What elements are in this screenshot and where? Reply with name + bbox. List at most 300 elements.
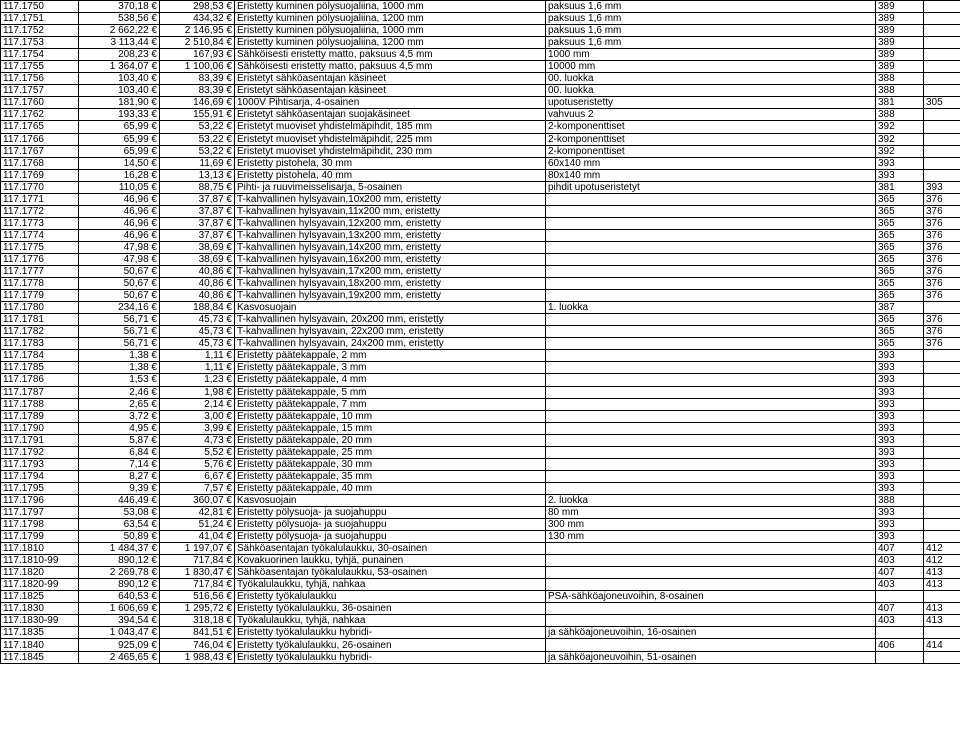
spec-cell bbox=[546, 229, 876, 241]
page-ref-cell: 403 bbox=[876, 615, 924, 627]
page-ref-cell: 365 bbox=[876, 229, 924, 241]
net-price-cell: 4,73 € bbox=[160, 434, 235, 446]
table-row bbox=[1, 567, 960, 579]
table-row bbox=[1, 109, 960, 121]
page-ref-2-cell: 376 bbox=[924, 241, 960, 253]
page-ref-cell: 365 bbox=[876, 241, 924, 253]
table-row bbox=[1, 410, 960, 422]
spec-cell bbox=[546, 543, 876, 555]
list-price-cell: 110,05 € bbox=[79, 181, 160, 193]
spec-cell: 2-komponenttiset bbox=[546, 145, 876, 157]
product-code-cell: 117.1766 bbox=[1, 133, 79, 145]
product-code-cell: 117.1799 bbox=[1, 531, 79, 543]
list-price-cell: 538,56 € bbox=[79, 13, 160, 25]
spec-cell bbox=[546, 326, 876, 338]
net-price-cell: 51,24 € bbox=[160, 519, 235, 531]
product-code-cell: 117.1794 bbox=[1, 470, 79, 482]
spec-cell bbox=[546, 350, 876, 362]
description-cell: T-kahvallinen hylsyavain,18x200 mm, eristetty bbox=[235, 278, 546, 290]
product-code-cell: 117.1791 bbox=[1, 434, 79, 446]
description-cell: Eristetty päätekappale, 4 mm bbox=[235, 374, 546, 386]
list-price-cell: 46,96 € bbox=[79, 229, 160, 241]
spec-cell: paksuus 1,6 mm bbox=[546, 37, 876, 49]
net-price-cell: 146,69 € bbox=[160, 97, 235, 109]
page-ref-cell: 393 bbox=[876, 531, 924, 543]
product-code-cell: 117.1752 bbox=[1, 25, 79, 37]
spec-cell bbox=[546, 446, 876, 458]
product-code-cell: 117.1825 bbox=[1, 591, 79, 603]
page-ref-2-cell bbox=[924, 61, 960, 73]
description-cell: Eristetty pölysuoja- ja suojahuppu bbox=[235, 531, 546, 543]
page-ref-2-cell bbox=[924, 350, 960, 362]
description-cell: Eristetty työkalulaukku, 26-osainen bbox=[235, 639, 546, 651]
spec-cell: 2-komponenttiset bbox=[546, 133, 876, 145]
net-price-cell: 37,87 € bbox=[160, 217, 235, 229]
list-price-cell: 1 043,47 € bbox=[79, 627, 160, 639]
page-ref-cell: 365 bbox=[876, 338, 924, 350]
net-price-cell: 37,87 € bbox=[160, 205, 235, 217]
description-cell: Eristetyt muoviset yhdistelmäpihdit, 185 mm bbox=[235, 121, 546, 133]
page-ref-cell: 406 bbox=[876, 639, 924, 651]
spec-cell bbox=[546, 290, 876, 302]
page-ref-cell: 388 bbox=[876, 73, 924, 85]
table-row bbox=[1, 169, 960, 181]
table-row bbox=[1, 543, 960, 555]
net-price-cell: 5,52 € bbox=[160, 446, 235, 458]
description-cell: Eristetty työkalulaukku, 36-osainen bbox=[235, 603, 546, 615]
page-ref-cell: 393 bbox=[876, 422, 924, 434]
spec-cell bbox=[546, 386, 876, 398]
description-cell: Eristetty päätekappale, 2 mm bbox=[235, 350, 546, 362]
page-ref-cell: 365 bbox=[876, 266, 924, 278]
product-code-cell: 117.1753 bbox=[1, 37, 79, 49]
list-price-cell: 7,14 € bbox=[79, 458, 160, 470]
page-ref-cell: 393 bbox=[876, 458, 924, 470]
list-price-cell: 890,12 € bbox=[79, 555, 160, 567]
spec-cell: ja sähköajoneuvoihin, 16-osainen bbox=[546, 627, 876, 639]
page-ref-2-cell: 376 bbox=[924, 278, 960, 290]
page-ref-2-cell bbox=[924, 531, 960, 543]
spec-cell bbox=[546, 241, 876, 253]
product-code-cell: 117.1780 bbox=[1, 302, 79, 314]
spec-cell bbox=[546, 603, 876, 615]
product-code-cell: 117.1778 bbox=[1, 278, 79, 290]
list-price-cell: 103,40 € bbox=[79, 73, 160, 85]
list-price-cell: 446,49 € bbox=[79, 494, 160, 506]
list-price-cell: 1 364,07 € bbox=[79, 61, 160, 73]
table-row bbox=[1, 627, 960, 639]
list-price-cell: 1,38 € bbox=[79, 350, 160, 362]
page-ref-2-cell: 412 bbox=[924, 555, 960, 567]
product-code-cell: 117.1765 bbox=[1, 121, 79, 133]
page-ref-2-cell bbox=[924, 133, 960, 145]
table-row bbox=[1, 73, 960, 85]
table-row bbox=[1, 374, 960, 386]
page-ref-cell: 392 bbox=[876, 121, 924, 133]
product-code-cell: 117.1768 bbox=[1, 157, 79, 169]
spec-cell: 00. luokka bbox=[546, 73, 876, 85]
page-ref-2-cell: 376 bbox=[924, 290, 960, 302]
description-cell: Sähköasentajan työkalulaukku, 53-osainen bbox=[235, 567, 546, 579]
table-row bbox=[1, 266, 960, 278]
product-code-cell: 117.1760 bbox=[1, 97, 79, 109]
page-ref-cell: 393 bbox=[876, 350, 924, 362]
page-ref-cell bbox=[876, 627, 924, 639]
net-price-cell: 5,76 € bbox=[160, 458, 235, 470]
spec-cell: 80x140 mm bbox=[546, 169, 876, 181]
product-code-cell: 117.1830 bbox=[1, 603, 79, 615]
list-price-cell: 2 662,22 € bbox=[79, 25, 160, 37]
page-ref-2-cell: 414 bbox=[924, 639, 960, 651]
product-code-cell: 117.1754 bbox=[1, 49, 79, 61]
net-price-cell: 298,53 € bbox=[160, 1, 235, 13]
net-price-cell: 41,04 € bbox=[160, 531, 235, 543]
product-code-cell: 117.1835 bbox=[1, 627, 79, 639]
product-code-cell: 117.1773 bbox=[1, 217, 79, 229]
spec-cell: 00. luokka bbox=[546, 85, 876, 97]
product-code-cell: 117.1782 bbox=[1, 326, 79, 338]
page-ref-2-cell bbox=[924, 494, 960, 506]
description-cell: Eristetty päätekappale, 7 mm bbox=[235, 398, 546, 410]
net-price-cell: 53,22 € bbox=[160, 145, 235, 157]
spec-cell: upotuseristetty bbox=[546, 97, 876, 109]
net-price-cell: 717,84 € bbox=[160, 579, 235, 591]
table-row bbox=[1, 37, 960, 49]
list-price-cell: 1,53 € bbox=[79, 374, 160, 386]
page-ref-cell: 393 bbox=[876, 434, 924, 446]
net-price-cell: 42,81 € bbox=[160, 506, 235, 518]
product-code-cell: 117.1820-99 bbox=[1, 579, 79, 591]
table-row bbox=[1, 145, 960, 157]
net-price-cell: 37,87 € bbox=[160, 193, 235, 205]
page-ref-2-cell: 413 bbox=[924, 615, 960, 627]
list-price-cell: 925,09 € bbox=[79, 639, 160, 651]
page-ref-cell: 365 bbox=[876, 278, 924, 290]
description-cell: Sähköisesti eristetty matto, paksuus 4,5 mm bbox=[235, 61, 546, 73]
list-price-cell: 16,28 € bbox=[79, 169, 160, 181]
product-code-cell: 117.1840 bbox=[1, 639, 79, 651]
net-price-cell: 38,69 € bbox=[160, 253, 235, 265]
product-code-cell: 117.1810 bbox=[1, 543, 79, 555]
table-row bbox=[1, 241, 960, 253]
list-price-cell: 63,54 € bbox=[79, 519, 160, 531]
description-cell: Eristetty kuminen pölysuojaliina, 1200 mm bbox=[235, 13, 546, 25]
table-row bbox=[1, 49, 960, 61]
description-cell: Eristetty päätekappale, 40 mm bbox=[235, 482, 546, 494]
table-row bbox=[1, 494, 960, 506]
page-ref-cell: 389 bbox=[876, 61, 924, 73]
net-price-cell: 155,91 € bbox=[160, 109, 235, 121]
page-ref-cell: 393 bbox=[876, 169, 924, 181]
spec-cell: PSA-sähköajoneuvoihin, 8-osainen bbox=[546, 591, 876, 603]
table-row bbox=[1, 615, 960, 627]
page-ref-cell: 407 bbox=[876, 543, 924, 555]
list-price-cell: 234,16 € bbox=[79, 302, 160, 314]
list-price-cell: 2,65 € bbox=[79, 398, 160, 410]
table-row bbox=[1, 603, 960, 615]
page-ref-2-cell bbox=[924, 651, 960, 663]
description-cell: Eristetty kuminen pölysuojaliina, 1000 mm bbox=[235, 25, 546, 37]
net-price-cell: 83,39 € bbox=[160, 85, 235, 97]
page-ref-cell: 393 bbox=[876, 386, 924, 398]
list-price-cell: 46,96 € bbox=[79, 217, 160, 229]
page-ref-2-cell bbox=[924, 482, 960, 494]
description-cell: Eristetty pölysuoja- ja suojahuppu bbox=[235, 519, 546, 531]
product-code-cell: 117.1767 bbox=[1, 145, 79, 157]
net-price-cell: 1 988,43 € bbox=[160, 651, 235, 663]
list-price-cell: 103,40 € bbox=[79, 85, 160, 97]
page-ref-2-cell: 413 bbox=[924, 579, 960, 591]
list-price-cell: 2 269,78 € bbox=[79, 567, 160, 579]
net-price-cell: 88,75 € bbox=[160, 181, 235, 193]
list-price-cell: 2 465,65 € bbox=[79, 651, 160, 663]
table-row bbox=[1, 133, 960, 145]
spec-cell: vahvuus 2 bbox=[546, 109, 876, 121]
list-price-cell: 65,99 € bbox=[79, 121, 160, 133]
net-price-cell: 717,84 € bbox=[160, 555, 235, 567]
page-ref-2-cell bbox=[924, 302, 960, 314]
page-ref-cell: 392 bbox=[876, 133, 924, 145]
spec-cell bbox=[546, 314, 876, 326]
description-cell: Eristetyt muoviset yhdistelmäpihdit, 230 mm bbox=[235, 145, 546, 157]
page-ref-cell: 388 bbox=[876, 85, 924, 97]
spec-cell: 300 mm bbox=[546, 519, 876, 531]
page-ref-2-cell bbox=[924, 434, 960, 446]
page-ref-cell: 393 bbox=[876, 410, 924, 422]
spec-cell bbox=[546, 253, 876, 265]
spec-cell bbox=[546, 217, 876, 229]
description-cell: T-kahvallinen hylsyavain,12x200 mm, eristetty bbox=[235, 217, 546, 229]
list-price-cell: 370,18 € bbox=[79, 1, 160, 13]
net-price-cell: 38,69 € bbox=[160, 241, 235, 253]
product-code-cell: 117.1830-99 bbox=[1, 615, 79, 627]
description-cell: Kovakuorinen laukku, tyhjä, punainen bbox=[235, 555, 546, 567]
description-cell: Eristetty päätekappale, 3 mm bbox=[235, 362, 546, 374]
spec-cell bbox=[546, 338, 876, 350]
product-code-cell: 117.1783 bbox=[1, 338, 79, 350]
table-row bbox=[1, 458, 960, 470]
description-cell: Eristetyt muoviset yhdistelmäpihdit, 225 mm bbox=[235, 133, 546, 145]
page-ref-cell: 407 bbox=[876, 603, 924, 615]
net-price-cell: 53,22 € bbox=[160, 121, 235, 133]
list-price-cell: 53,08 € bbox=[79, 506, 160, 518]
table-row bbox=[1, 434, 960, 446]
spec-cell: ja sähköajoneuvoihin, 51-osainen bbox=[546, 651, 876, 663]
description-cell: Eristetty päätekappale, 15 mm bbox=[235, 422, 546, 434]
table-row bbox=[1, 531, 960, 543]
list-price-cell: 5,87 € bbox=[79, 434, 160, 446]
page-ref-cell: 393 bbox=[876, 482, 924, 494]
description-cell: Eristetty päätekappale, 35 mm bbox=[235, 470, 546, 482]
list-price-cell: 1 606,69 € bbox=[79, 603, 160, 615]
table-row bbox=[1, 579, 960, 591]
net-price-cell: 37,87 € bbox=[160, 229, 235, 241]
page-ref-2-cell: 376 bbox=[924, 314, 960, 326]
net-price-cell: 167,93 € bbox=[160, 49, 235, 61]
spec-cell bbox=[546, 374, 876, 386]
page-ref-cell: 389 bbox=[876, 25, 924, 37]
table-row bbox=[1, 205, 960, 217]
description-cell: Eristetty päätekappale, 10 mm bbox=[235, 410, 546, 422]
page-ref-2-cell bbox=[924, 121, 960, 133]
product-code-cell: 117.1775 bbox=[1, 241, 79, 253]
page-ref-2-cell bbox=[924, 627, 960, 639]
page-ref-2-cell bbox=[924, 145, 960, 157]
list-price-cell: 50,67 € bbox=[79, 290, 160, 302]
description-cell: Työkalulaukku, tyhjä, nahkaa bbox=[235, 579, 546, 591]
list-price-cell: 2,46 € bbox=[79, 386, 160, 398]
description-cell: Sähköisesti eristetty matto, paksuus 4,5 mm bbox=[235, 49, 546, 61]
table-row bbox=[1, 470, 960, 482]
list-price-cell: 56,71 € bbox=[79, 326, 160, 338]
page-ref-cell: 389 bbox=[876, 1, 924, 13]
page-ref-2-cell bbox=[924, 73, 960, 85]
net-price-cell: 1,23 € bbox=[160, 374, 235, 386]
spec-cell: 2. luokka bbox=[546, 494, 876, 506]
product-code-cell: 117.1795 bbox=[1, 482, 79, 494]
spec-cell bbox=[546, 434, 876, 446]
product-code-cell: 117.1797 bbox=[1, 506, 79, 518]
product-code-cell: 117.1770 bbox=[1, 181, 79, 193]
spec-cell: paksuus 1,6 mm bbox=[546, 1, 876, 13]
page-ref-2-cell bbox=[924, 1, 960, 13]
product-code-cell: 117.1751 bbox=[1, 13, 79, 25]
description-cell: T-kahvallinen hylsyavain,14x200 mm, eristetty bbox=[235, 241, 546, 253]
description-cell: Eristetty päätekappale, 5 mm bbox=[235, 386, 546, 398]
spec-cell: 10000 mm bbox=[546, 61, 876, 73]
table-row bbox=[1, 1, 960, 13]
net-price-cell: 188,84 € bbox=[160, 302, 235, 314]
product-code-cell: 117.1757 bbox=[1, 85, 79, 97]
product-code-cell: 117.1772 bbox=[1, 205, 79, 217]
description-cell: T-kahvallinen hylsyavain,19x200 mm, eristetty bbox=[235, 290, 546, 302]
product-code-cell: 117.1792 bbox=[1, 446, 79, 458]
description-cell: Pihti- ja ruuvimeisselisarja, 5-osainen bbox=[235, 181, 546, 193]
page-ref-cell: 393 bbox=[876, 398, 924, 410]
net-price-cell: 434,32 € bbox=[160, 13, 235, 25]
product-code-cell: 117.1786 bbox=[1, 374, 79, 386]
page-ref-2-cell bbox=[924, 446, 960, 458]
net-price-cell: 40,86 € bbox=[160, 266, 235, 278]
list-price-cell: 4,95 € bbox=[79, 422, 160, 434]
page-ref-cell: 403 bbox=[876, 579, 924, 591]
spec-cell: 60x140 mm bbox=[546, 157, 876, 169]
description-cell: Eristetty työkalulaukku hybridi- bbox=[235, 627, 546, 639]
list-price-cell: 1 484,37 € bbox=[79, 543, 160, 555]
net-price-cell: 1 197,07 € bbox=[160, 543, 235, 555]
page-ref-cell: 365 bbox=[876, 205, 924, 217]
net-price-cell: 13,13 € bbox=[160, 169, 235, 181]
description-cell: 1000V Pihtisarja, 4-osainen bbox=[235, 97, 546, 109]
spec-cell: 1. luokka bbox=[546, 302, 876, 314]
description-cell: Eristetty pölysuoja- ja suojahuppu bbox=[235, 506, 546, 518]
list-price-cell: 65,99 € bbox=[79, 145, 160, 157]
product-code-cell: 117.1820 bbox=[1, 567, 79, 579]
page-ref-2-cell: 413 bbox=[924, 603, 960, 615]
spec-cell: 80 mm bbox=[546, 506, 876, 518]
list-price-cell: 640,53 € bbox=[79, 591, 160, 603]
product-code-cell: 117.1796 bbox=[1, 494, 79, 506]
spec-cell bbox=[546, 615, 876, 627]
net-price-cell: 746,04 € bbox=[160, 639, 235, 651]
list-price-cell: 47,98 € bbox=[79, 241, 160, 253]
page-ref-2-cell bbox=[924, 591, 960, 603]
table-row bbox=[1, 386, 960, 398]
net-price-cell: 2,14 € bbox=[160, 398, 235, 410]
description-cell: Kasvosuojain bbox=[235, 494, 546, 506]
product-code-cell: 117.1798 bbox=[1, 519, 79, 531]
spec-cell bbox=[546, 278, 876, 290]
page-ref-cell: 393 bbox=[876, 374, 924, 386]
spec-cell bbox=[546, 422, 876, 434]
product-code-cell: 117.1762 bbox=[1, 109, 79, 121]
page-ref-cell: 381 bbox=[876, 97, 924, 109]
table-row bbox=[1, 85, 960, 97]
page-ref-2-cell: 376 bbox=[924, 193, 960, 205]
net-price-cell: 6,67 € bbox=[160, 470, 235, 482]
list-price-cell: 890,12 € bbox=[79, 579, 160, 591]
product-code-cell: 117.1810-99 bbox=[1, 555, 79, 567]
page-ref-cell: 381 bbox=[876, 181, 924, 193]
net-price-cell: 53,22 € bbox=[160, 133, 235, 145]
page-ref-cell: 393 bbox=[876, 446, 924, 458]
page-ref-cell: 407 bbox=[876, 567, 924, 579]
description-cell: T-kahvallinen hylsyavain,11x200 mm, eristetty bbox=[235, 205, 546, 217]
page-ref-2-cell: 393 bbox=[924, 181, 960, 193]
page-ref-cell: 365 bbox=[876, 217, 924, 229]
table-row bbox=[1, 555, 960, 567]
list-price-cell: 46,96 € bbox=[79, 193, 160, 205]
page-ref-2-cell: 376 bbox=[924, 266, 960, 278]
description-cell: T-kahvallinen hylsyavain,16x200 mm, eristetty bbox=[235, 253, 546, 265]
description-cell: Eristetty pistohela, 30 mm bbox=[235, 157, 546, 169]
page-ref-2-cell bbox=[924, 49, 960, 61]
page-ref-cell: 365 bbox=[876, 314, 924, 326]
description-cell: T-kahvallinen hylsyavain, 22x200 mm, eristetty bbox=[235, 326, 546, 338]
spec-cell: 130 mm bbox=[546, 531, 876, 543]
table-row bbox=[1, 61, 960, 73]
list-price-cell: 46,96 € bbox=[79, 205, 160, 217]
product-code-cell: 117.1790 bbox=[1, 422, 79, 434]
spec-cell bbox=[546, 555, 876, 567]
page-ref-2-cell: 412 bbox=[924, 543, 960, 555]
page-ref-cell: 365 bbox=[876, 290, 924, 302]
list-price-cell: 50,89 € bbox=[79, 531, 160, 543]
description-cell: Sähköasentajan työkalulaukku, 30-osainen bbox=[235, 543, 546, 555]
net-price-cell: 40,86 € bbox=[160, 278, 235, 290]
table-row bbox=[1, 290, 960, 302]
product-code-cell: 117.1788 bbox=[1, 398, 79, 410]
net-price-cell: 45,73 € bbox=[160, 314, 235, 326]
page-ref-2-cell: 376 bbox=[924, 217, 960, 229]
page-ref-2-cell bbox=[924, 506, 960, 518]
list-price-cell: 193,33 € bbox=[79, 109, 160, 121]
spec-cell: 2-komponenttiset bbox=[546, 121, 876, 133]
description-cell: T-kahvallinen hylsyavain, 24x200 mm, eristetty bbox=[235, 338, 546, 350]
table-row bbox=[1, 362, 960, 374]
table-row bbox=[1, 338, 960, 350]
page-ref-2-cell: 376 bbox=[924, 205, 960, 217]
description-cell: Eristetty työkalulaukku hybridi- bbox=[235, 651, 546, 663]
page-ref-2-cell bbox=[924, 362, 960, 374]
spec-cell bbox=[546, 193, 876, 205]
spec-cell bbox=[546, 458, 876, 470]
product-code-cell: 117.1750 bbox=[1, 1, 79, 13]
product-code-cell: 117.1769 bbox=[1, 169, 79, 181]
page-ref-2-cell bbox=[924, 386, 960, 398]
page-ref-2-cell bbox=[924, 157, 960, 169]
net-price-cell: 318,18 € bbox=[160, 615, 235, 627]
